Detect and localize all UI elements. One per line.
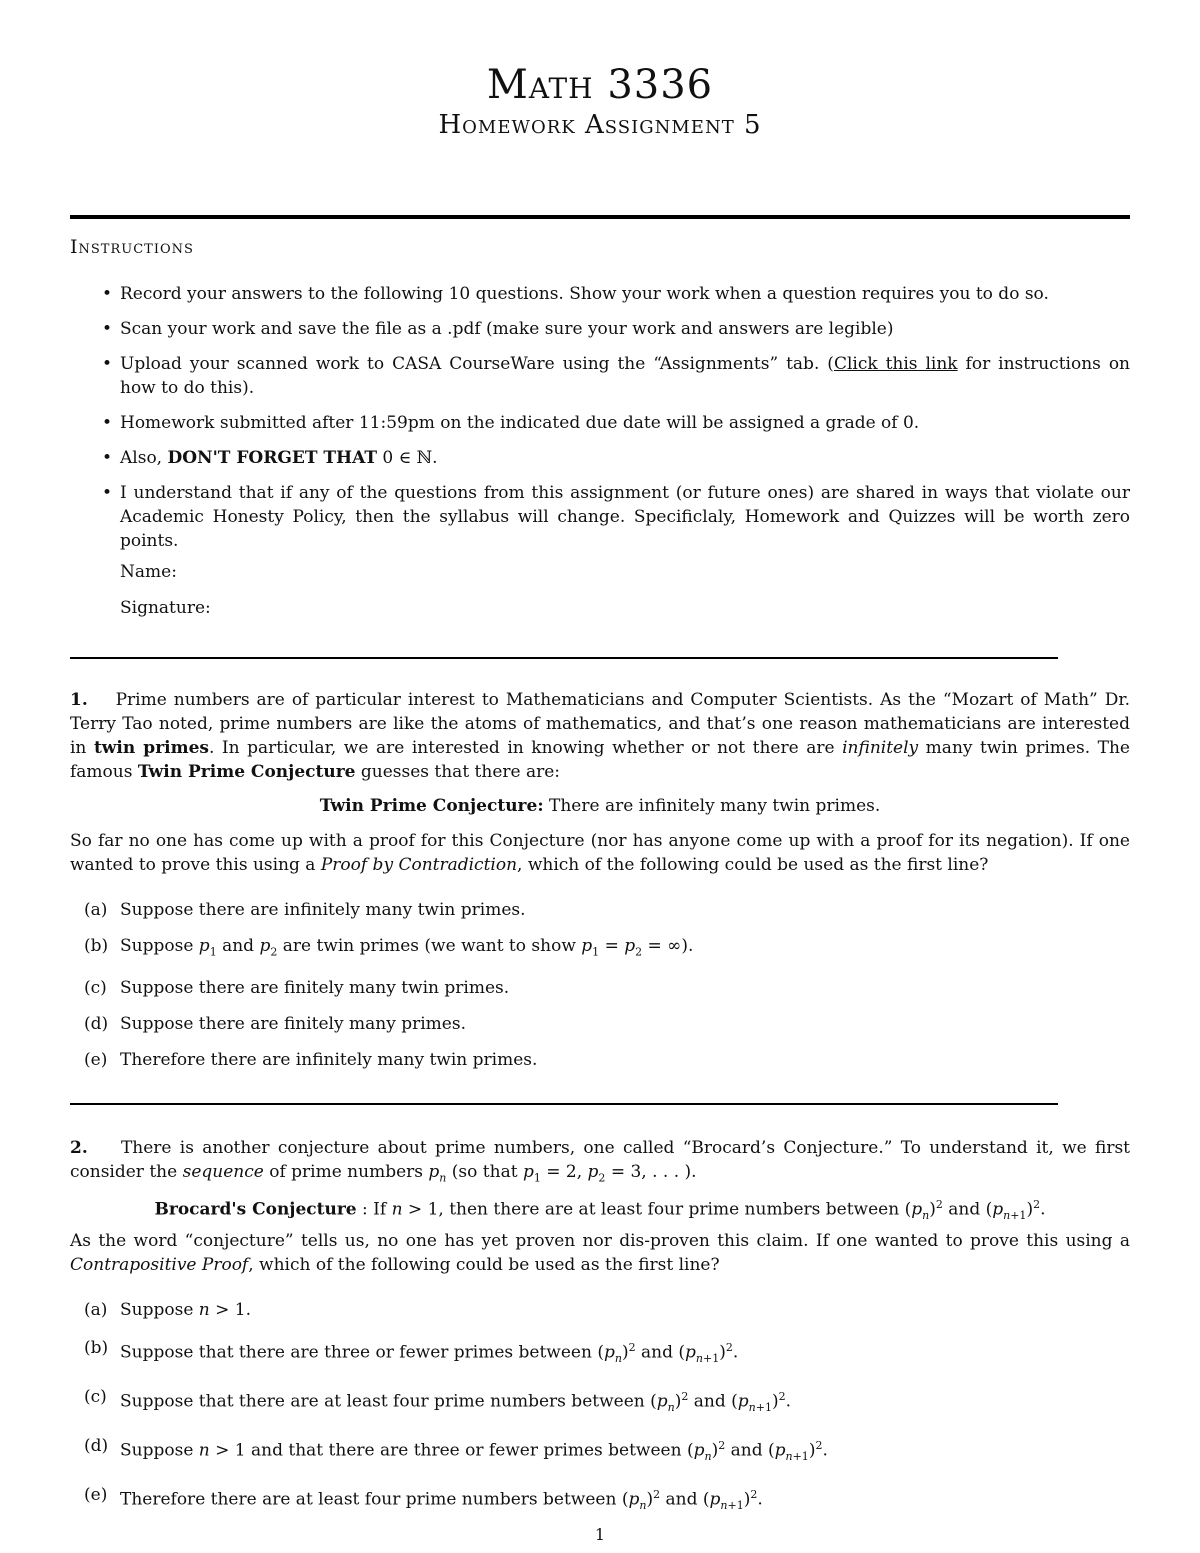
option-item: (b) Suppose $p_1$ and $p_2$ are twin primes (we want to show $p_1 = p_2$ = ∞). xyxy=(84,936,694,959)
forget-warning: DON'T FORGET THAT xyxy=(167,448,378,468)
option-item: (d) Suppose n > 1 and that there are three or fewer primes between $(p_n)^2$ and $(p_{n+1})^2$. xyxy=(84,1436,828,1464)
instruction-item: • Scan your work and save the file as a .pdf (make sure your work and answers are legible) xyxy=(102,319,894,339)
bullet-icon: • xyxy=(102,413,113,433)
bullet-icon: • xyxy=(102,448,113,468)
option-item: (d) Suppose there are finitely many primes. xyxy=(84,1014,466,1035)
instructions-heading: Instructions xyxy=(70,236,194,258)
bullet-icon: • xyxy=(102,354,113,374)
instructions-list xyxy=(70,282,1130,564)
bullet-icon: • xyxy=(102,483,113,503)
option-item: (e) Therefore there are infinitely many twin primes. xyxy=(84,1050,538,1071)
option-item: (a) Suppose there are infinitely many twin primes. xyxy=(84,900,526,920)
option-item: (b) Suppose that there are three or fewer primes between $(p_n)^2$ and $(p_{n+1})^2$. xyxy=(84,1338,739,1366)
instruction-item: • Upload your scanned work to CASA CourseWare using the “Assignments” tab. (Click this link for instructions on how to do this). xyxy=(102,354,1131,398)
instructions-link[interactable]: Click this link xyxy=(833,354,958,374)
twin-prime-conjecture: Twin Prime Conjecture: There are infinitely many twin primes. xyxy=(319,796,881,816)
instruction-item: • I understand that if any of the questions from this assignment (or future ones) are shared in ways that violate our Academic Honesty Policy, then the syllabus will change. Specificlaly, Homework and Quizzes will be worth zero points. xyxy=(102,483,1130,551)
option-item: (a) Suppose n > 1. xyxy=(84,1300,252,1320)
bullet-icon: • xyxy=(102,319,113,339)
option-item: (c) Suppose that there are at least four prime numbers between $(p_n)^2$ and $(p_{n+1})^2$. xyxy=(84,1387,792,1415)
header-divider xyxy=(70,215,1130,219)
option-item: (e) Therefore there are at least four prime numbers between $(p_n)^2$ and $(p_{n+1})^2$. xyxy=(84,1485,763,1513)
signature-label: Signature: xyxy=(120,598,211,618)
question-1-prompt: So far no one has come up with a proof for this Conjecture (nor has anyone come up with a proof for its negation). If one wanted to prove this using a Proof by Contradiction, which of the following could be used as the first line? xyxy=(70,831,1130,875)
name-label: Name: xyxy=(120,562,177,582)
page-number: 1 xyxy=(594,1525,606,1544)
section-divider xyxy=(70,657,1058,659)
question-2-prompt: As the word “conjecture” tells us, no one has yet proven nor dis-proven this claim. If one wanted to prove this using a Contrapositive Proof, which of the following could be used as the first line? xyxy=(70,1231,1130,1275)
question-1-intro: 1. Prime numbers are of particular interest to Mathematicians and Computer Scientists. As the “Mozart of Math” Dr. Terry Tao noted, prime numbers are like the atoms of mathematics, and that’s one reason mathematicians are interested in twin primes. In particular, we are interested in knowing whether or not there are infinitely many twin primes. The famous Twin Prime Conjecture guesses that there are: xyxy=(70,690,1130,782)
question-2-options xyxy=(70,1298,1130,1518)
instruction-item: • Also, DON'T FORGET THAT 0 ∈ ℕ. xyxy=(102,448,438,468)
brocard-conjecture: Brocard's Conjecture : If n > 1, then there are at least four prime numbers between $(p_n)^2$ and $(p_{n+1})^2$. xyxy=(154,1198,1046,1223)
instruction-item: • Homework submitted after 11:59pm on the indicated due date will be assigned a grade of 0. xyxy=(102,413,920,433)
bullet-icon: • xyxy=(102,284,113,304)
instruction-item: • Record your answers to the following 10 questions. Show your work when a question requires you to do so. xyxy=(102,284,1049,304)
page-title: Math 3336 xyxy=(486,62,714,108)
question-1-options xyxy=(70,898,1130,1072)
page-subtitle: Homework Assignment 5 xyxy=(438,110,762,140)
section-divider xyxy=(70,1103,1058,1105)
question-2-intro: 2. There is another conjecture about prime numbers, one called “Brocard’s Conjecture.” To understand it, we first consider the sequence of prime numbers $p_n$ (so that $p_1 = 2$, $p_2 = 3$, . . . ). xyxy=(70,1138,1130,1185)
option-item: (c) Suppose there are finitely many twin primes. xyxy=(84,978,510,999)
